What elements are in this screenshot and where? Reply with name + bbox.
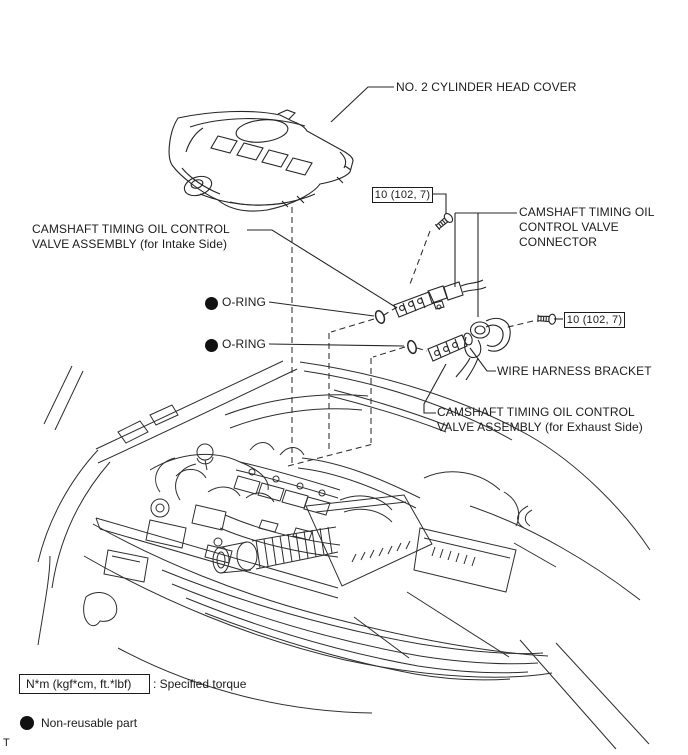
torque-legend-box bbox=[19, 674, 150, 694]
intake-valve-label-line2: VALVE ASSEMBLY (for Intake Side) bbox=[32, 237, 228, 251]
exhaust-valve-label bbox=[437, 405, 643, 435]
head-cover-label: NO. 2 CYLINDER HEAD COVER bbox=[396, 80, 577, 94]
o-ring-icon-bottom bbox=[406, 340, 417, 355]
torque-spec-box-exhaust: 10 (102, 7) bbox=[564, 312, 625, 328]
cylinder-head-cover-illustration bbox=[169, 110, 353, 211]
intake-valve-label-line1: CAMSHAFT TIMING OIL CONTROL bbox=[32, 222, 230, 236]
page-corner-mark: T bbox=[3, 737, 10, 749]
connector-label bbox=[519, 205, 654, 250]
torque-units-label: N*m (kgf*cm, ft.*lbf) bbox=[26, 677, 132, 691]
torque-spec-box-intake: 10 (102, 7) bbox=[372, 187, 433, 203]
bolt-icon-intake bbox=[434, 212, 454, 231]
intake-valve-label bbox=[32, 222, 230, 252]
non-reusable-bullet-oring-bottom bbox=[205, 339, 218, 352]
non-reusable-bullet-oring-top bbox=[205, 297, 218, 310]
connector-label-line3: CONNECTOR bbox=[519, 235, 598, 249]
connector-label-line1: CAMSHAFT TIMING OIL bbox=[519, 205, 655, 219]
non-reusable-legend-label: Non-reusable part bbox=[41, 716, 138, 730]
o-ring-icon-top bbox=[374, 309, 386, 324]
intake-oil-control-valve-illustration bbox=[394, 280, 486, 317]
exhaust-valve-label-line2: VALVE ASSEMBLY (for Exhaust Side) bbox=[437, 420, 643, 434]
torque-legend-description: : Specified torque bbox=[153, 677, 247, 691]
non-reusable-bullet-legend bbox=[20, 716, 34, 730]
wire-harness-bracket-label: WIRE HARNESS BRACKET bbox=[497, 364, 652, 378]
bolt-icon-exhaust bbox=[538, 313, 556, 324]
exhaust-valve-label-line1: CAMSHAFT TIMING OIL CONTROL bbox=[437, 405, 635, 419]
oring-top-label: O-RING bbox=[222, 295, 266, 309]
connector-label-line2: CONTROL VALVE bbox=[519, 220, 619, 234]
oring-bottom-label: O-RING bbox=[222, 337, 266, 351]
